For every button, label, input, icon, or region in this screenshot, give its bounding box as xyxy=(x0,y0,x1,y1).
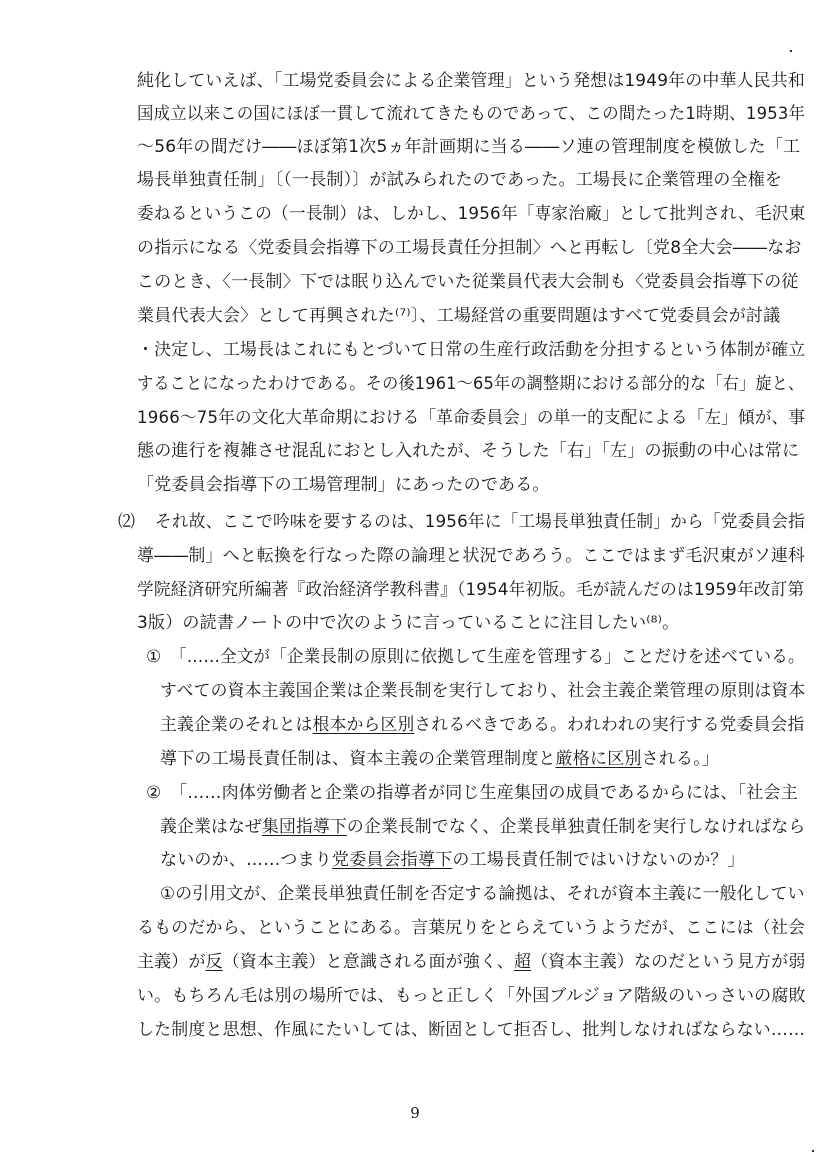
quote-1-marker: ① xyxy=(146,647,162,667)
quote-2-line-2: 義企業はなぜ集団指導下の企業長制でなく、企業長単独責任制を実行しなければなら xyxy=(160,817,806,837)
underlined-phrase: 根本から区別 xyxy=(312,715,415,735)
quote-1-line-2: すべての資本主義国企業は企業長制を実行しており、社会主義企業管理の原則は資本 xyxy=(160,681,806,701)
quote-2-line-1: 「……肉体労働者と企業の指導者が同じ生産集団の成員であるからには、「社会主 xyxy=(170,783,798,803)
quote-2-line-3: ないのか、……つまり党委員会指導下の工場長責任制ではいけないのか？」 xyxy=(160,850,745,870)
paragraph-3-line-2: るものだから、ということにある。言葉尻りをとらえていうようだが、ここには（社会 xyxy=(137,918,806,938)
paragraph-1-line-11: 1966～75年の文化大革命期における「革命委員会」の単一的支配による「左」傾が、事 xyxy=(137,408,806,428)
paragraph-1-line-5: 委ねるというこの（一長制）は、しかし、1956年「専家治廠」として批判され、毛沢東 xyxy=(137,204,806,224)
paragraph-3-line-4: い。もちろん毛は別の場所では、もっと正しく「外国ブルジョア階級のいっさいの腐敗 xyxy=(137,986,806,1006)
underlined-phrase: 集団指導下 xyxy=(261,817,347,837)
paragraph-1-line-8: 業員代表大会〉として再興された⁽⁷⁾〕、工場経営の重要問題はすべて党委員会が討議 xyxy=(137,306,781,326)
paragraph-1-line-3: ～56年の間だけ――ほぼ第1次5ヵ年計画期に当る――ソ連の管理制度を模倣した「工 xyxy=(137,137,801,157)
paragraph-3-line-5: した制度と思想、作風にたいしては、断固として拒否し、批判しなければならない…… xyxy=(137,1020,806,1040)
underlined-phrase: 反 xyxy=(205,952,223,972)
paragraph-1-line-2: 国成立以来この国にほぼ一貫して流れてきたものであって、この間たった1時期、1953年 xyxy=(137,104,806,124)
paragraph-1-line-13: 「党委員会指導下の工場管理制」にあったのである。 xyxy=(137,475,550,495)
underlined-phrase: 党委員会指導下 xyxy=(332,850,453,870)
paragraph-1-line-12: 態の進行を複雑させ混乱におとし入れたが、そうした「右」「左」の振動の中心は常に xyxy=(137,441,800,461)
paragraph-2-marker: ⑵ xyxy=(118,512,135,532)
paragraph-1-line-10: することになったわけである。その後1961～65年の調整期における部分的な「右」旋と、 xyxy=(137,374,805,394)
paragraph-2-line-4: 3版）の読書ノートの中で次のように言っていることに注目したい⁽⁸⁾。 xyxy=(137,613,680,633)
underlined-phrase: 厳格に区別 xyxy=(555,749,642,769)
paragraph-1-line-6: の指示になる〈党委員会指導下の工場長責任分担制〉へと再転し〔党8全大会――なお xyxy=(137,238,802,258)
underlined-phrase: 超 xyxy=(513,952,532,972)
quote-1-line-1: 「……全文が「企業長制の原則に依拠して生産を管理する」ことだけを述べている。 xyxy=(170,647,805,667)
paragraph-2-line-3: 学院経済研究所編著『政治経済学教科書』（1954年初版。毛が読んだのは1959年改訂第 xyxy=(137,580,805,600)
scan-speck xyxy=(790,50,792,52)
paragraph-1-line-7: このとき、〈一長制〉下では眠り込んでいた従業員代表大会制も〈党委員会指導下の従 xyxy=(137,272,799,292)
paragraph-1-line-1: 純化していえば、「工場党委員会による企業管理」という発想は1949年の中華人民共和 xyxy=(137,71,805,91)
paragraph-3-line-1: ①の引用文が、企業長単独責任制を否定する論拠は、それが資本主義に一般化してい xyxy=(160,884,805,904)
page-number: 9 xyxy=(410,1104,420,1122)
paragraph-1-line-4: 場長単独責任制」〔（一長制）〕が試みられたのであった。工場長に企業管理の全権を xyxy=(137,170,783,190)
paragraph-1-line-9: ・決定し、工場長はこれにもとづいて日常の生産行政活動を分担するという体制が確立 xyxy=(137,340,806,360)
paragraph-3-line-3: 主義）が反（資本主義）と意識される面が強く、超（資本主義）なのだという見方が弱 xyxy=(137,952,806,972)
paragraph-2-line-1: それ故、ここで吟味を要するのは、1956年に「工場長単独責任制」から「党委員会指 xyxy=(155,512,806,532)
paragraph-2-line-2: 導――制」へと転換を行なった際の論理と状況であろう。ここではまず毛沢東がソ連科 xyxy=(137,546,806,566)
quote-2-marker: ② xyxy=(146,783,162,803)
scan-speck xyxy=(812,1150,814,1152)
quote-1-line-4: 導下の工場長責任制は、資本主義の企業管理制度と厳格に区別される。」 xyxy=(160,749,720,769)
quote-1-line-3: 主義企業のそれとは根本から区別されるべきである。われわれの実行する党委員会指 xyxy=(160,715,805,735)
